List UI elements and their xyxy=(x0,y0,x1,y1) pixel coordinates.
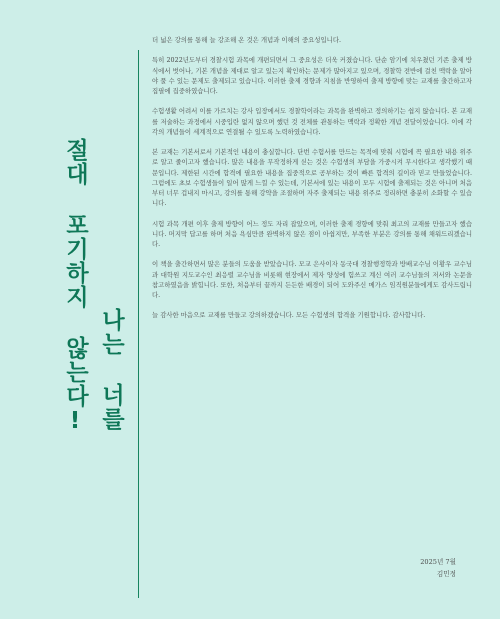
main-title: 절대 포기하지 않는다! xyxy=(62,138,88,435)
signature-name: 김민정 xyxy=(436,570,456,578)
paragraph-4: 본 교재는 기본서로서 기본적인 내용이 충실합니다. 단번 수험서를 만드는 목적에 맞춰 시험에 꼭 필요한 내용 위주로 알고 줄이고자 했습니다. 많은 내용을 무작정하게 싣는 것은 수험생의 부담을 가중시켜 무시한다고 생각했기 때문입니다. 제한된 시간에 합격에 필요한 내용을 집중적으로 공부하는 것이 빠른 합격의 길이라 믿고 만들었습니다. 그럼에도 초보 수험생들이 일어 많게 느낄 수 있는데, 기본서에 있는 내용이 모두 시험에 출제되는 것은 아니며 처음부터 너무 겁내지 마시고, 강의를 통해 강약을 조절하며 자주 출제되는 내용 위주로 정리하면 충분히 소화할 수 있습니다. xyxy=(152,148,472,208)
sub-title: 나는 너를 xyxy=(98,308,124,431)
paragraph-6: 이 책을 출간하면서 많은 분들의 도움을 받았습니다. 모교 은사이자 동국대 경찰행정학과 방배교수님 이황우 교수님과 대학원 지도교수인 최응렬 교수님을 비롯해 현장에서 제자 양성에 힘쓰고 계신 여러 교수님들의 저서와 논문을 참고하였음을 밝힙니다. 또한, 처음부터 끝까지 든든한 배경이 되어 도와주신 메가스 임직원분들에게도 감사드립니다. xyxy=(152,260,472,299)
paragraph-7: 늘 감사한 마음으로 교재를 만들고 강의하겠습니다. 모든 수험생의 합격을 기원합니다. 감사합니다. xyxy=(152,311,426,320)
paragraph-2: 특히 2022년도부터 경찰시험 과목에 개편되면서 그 중요성은 더욱 커졌습니다. 단순 암기에 치우쳤던 기존 출제 방식에서 벗어나, 기본 개념을 제대로 알고 있는지 확인하는 문제가 많아지고 있으며, 경찰학 전반에 걸친 맥락을 알아야 풀 수 있는 문제도 출제되고 있습니다. 이러한 출제 경향과 지침을 반영하여 출제 방향에 맞는 교재를 출간하고자 집필에 집중하였습니다. xyxy=(152,56,472,95)
preface-body xyxy=(152,35,472,331)
paragraph-3: 수험생활 어려서 이를 가르치는 강사 입장에서도 경찰학이라는 과목을 완벽하고 정의하기는 쉽지 않습니다. 본 교재를 저술하는 과정에서 시중입란 없지 않으며 했던 것 전체를 관통하는 맥락과 정확한 개념 전달이었습니다. 이에 각각의 개념들이 세계적으로 연결될 수 있도록 노력하였습니다. xyxy=(152,107,472,136)
paragraph-1: 더 넓은 강의를 통해 늘 강조해 온 것은 개념과 이해의 중요성입니다. xyxy=(152,36,342,44)
vertical-divider xyxy=(138,50,139,598)
signature-date: 2025년 7월 xyxy=(420,558,456,566)
paragraph-5: 시험 과목 개편 이후 출제 방향이 어느 정도 자리 잡았으며, 이러한 출제 경향에 맞춰 최고의 교재를 만들고자 했습니다. 머지막 답고를 하며 처음 욕심만큼 완벽하지 않은 점이 아쉽지만, 부족한 부분은 강의를 통해 채워드리겠습니다. xyxy=(152,219,472,248)
